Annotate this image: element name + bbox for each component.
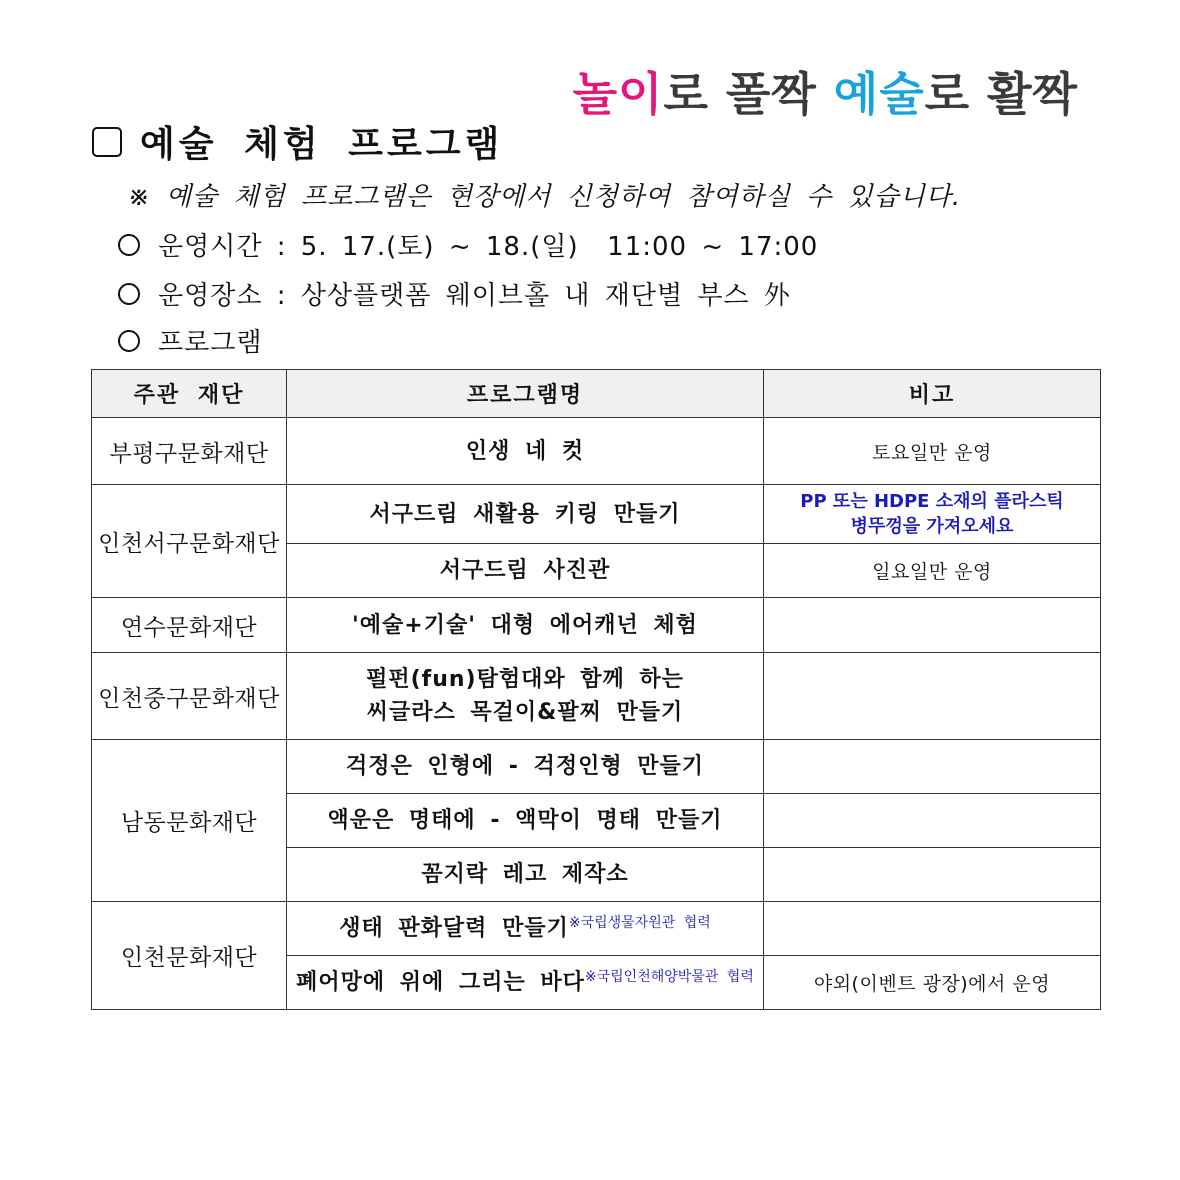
- header-remark: 비고: [764, 370, 1101, 418]
- program-cell: [287, 956, 764, 1010]
- table-row: [92, 653, 1101, 740]
- section-title: [92, 116, 503, 167]
- table-row: [92, 598, 1101, 653]
- table-row: [92, 902, 1101, 956]
- program-cell: 인생 네 컷: [287, 418, 764, 485]
- square-bullet-icon: [92, 127, 122, 157]
- table-row: [92, 485, 1101, 544]
- remark-cell: [764, 485, 1101, 544]
- remark-cell: [764, 653, 1101, 740]
- info-place: [118, 275, 791, 312]
- remark-cell: [764, 740, 1101, 794]
- org-cell: 연수문화재단: [92, 598, 287, 653]
- cooperation-note: ※국립인천해양박물관 협력: [584, 969, 754, 985]
- info-place-text: 운영장소 : 상상플랫폼 웨이브홀 내 재단별 부스 外: [158, 281, 791, 311]
- remark-line: PP 또는 HDPE 소재의 플라스틱: [800, 490, 1064, 512]
- org-cell: 인천문화재단: [92, 902, 287, 1010]
- header-org: 주관 재단: [92, 370, 287, 418]
- info-program-text: 프로그램: [158, 328, 263, 358]
- slogan-hop: 로 폴짝: [663, 67, 834, 121]
- program-title: 폐어망에 위에 그리는 바다: [296, 970, 585, 995]
- circle-bullet-icon: [118, 283, 140, 305]
- slogan-play: 놀이: [572, 67, 664, 121]
- org-cell: 부평구문화재단: [92, 418, 287, 485]
- org-cell: 남동문화재단: [92, 740, 287, 902]
- org-cell: 인천중구문화재단: [92, 653, 287, 740]
- info-time: [118, 226, 818, 263]
- remark-cell: [764, 848, 1101, 902]
- remark-cell: [764, 902, 1101, 956]
- program-cell: [287, 902, 764, 956]
- program-cell: 액운은 명태에 - 액막이 명태 만들기: [287, 794, 764, 848]
- program-line: 씨글라스 목걸이&팔찌 만들기: [366, 700, 684, 725]
- program-cell: [287, 653, 764, 740]
- section-title-text: 예술 체험 프로그램: [140, 124, 504, 165]
- remark-cell: 일요일만 운영: [764, 544, 1101, 598]
- program-title: 생태 판화달력 만들기: [339, 916, 569, 941]
- circle-bullet-icon: [118, 234, 140, 256]
- program-cell: 꼼지락 레고 제작소: [287, 848, 764, 902]
- slogan-bloom: 로 활짝: [924, 67, 1078, 121]
- info-program: [118, 322, 262, 359]
- notice-text: ※ 예술 체험 프로그램은 현장에서 신청하여 참여하실 수 있습니다.: [128, 182, 962, 212]
- remark-line: 병뚜껑을 가져오세요: [850, 516, 1014, 537]
- table-row: [92, 740, 1101, 794]
- program-line: 펄펀(fun)탐험대와 함께 하는: [366, 667, 684, 692]
- slogan: [573, 58, 1078, 124]
- header-program: 프로그램명: [287, 370, 764, 418]
- program-cell: 서구드림 사진관: [287, 544, 764, 598]
- program-cell: '예술+기술' 대형 에어캐넌 체험: [287, 598, 764, 653]
- remark-cell: [764, 794, 1101, 848]
- program-cell: 걱정은 인형에 - 걱정인형 만들기: [287, 740, 764, 794]
- circle-bullet-icon: [118, 330, 140, 352]
- table-row: [92, 418, 1101, 485]
- remark-cell: 토요일만 운영: [764, 418, 1101, 485]
- info-time-text: 운영시간 : 5. 17.(토) ~ 18.(일) 11:00 ~ 17:00: [158, 232, 819, 262]
- program-table: [91, 369, 1101, 1010]
- org-cell: 인천서구문화재단: [92, 485, 287, 598]
- remark-cell: 야외(이벤트 광장)에서 운영: [764, 956, 1101, 1010]
- cooperation-note: ※국립생물자원관 협력: [568, 915, 711, 931]
- slogan-art: 예술: [833, 67, 925, 121]
- program-cell: 서구드림 새활용 키링 만들기: [287, 485, 764, 544]
- remark-cell: [764, 598, 1101, 653]
- table-header-row: [92, 370, 1101, 418]
